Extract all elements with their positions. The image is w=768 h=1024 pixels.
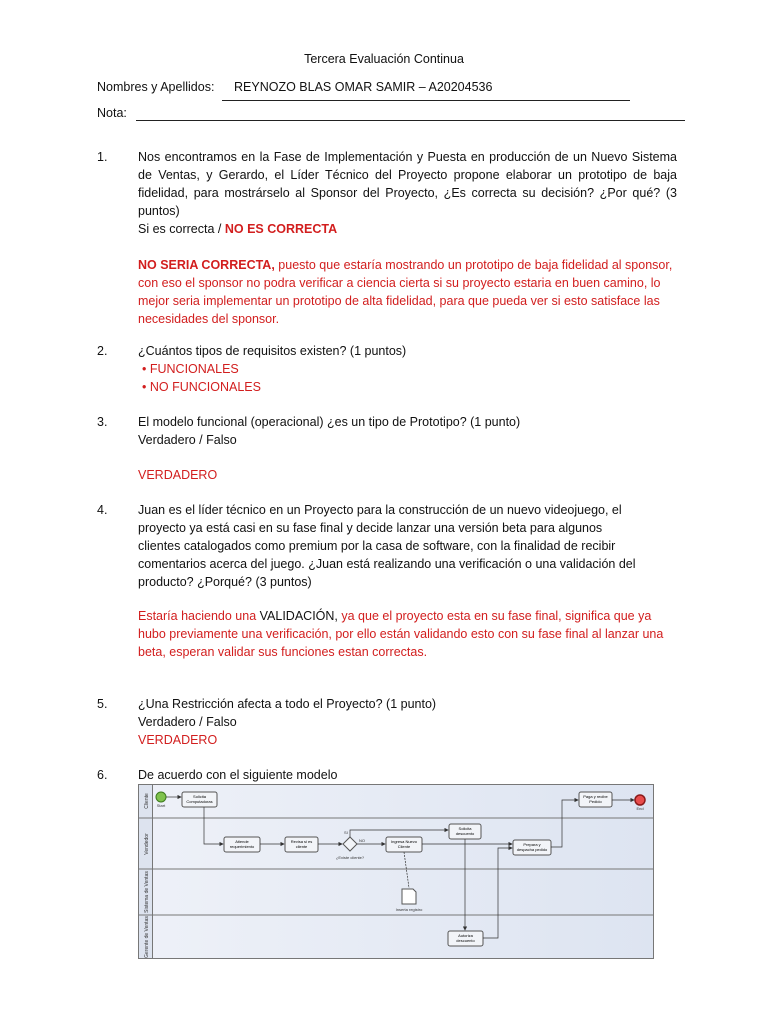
name-underline [222, 100, 630, 101]
question-number: 2. [97, 344, 108, 358]
svg-text:despacha pedido: despacha pedido [516, 847, 548, 852]
answer-text: VERDADERO [138, 733, 218, 747]
svg-text:descuento: descuento [455, 831, 475, 836]
list-item: • FUNCIONALES [142, 362, 239, 376]
svg-text:requerimiento: requerimiento [229, 844, 255, 849]
svg-text:Paga y recibe: Paga y recibe [583, 794, 608, 799]
answer-text: NO SERIA CORRECTA, puesto que estaría mostrando un prototipo de baja fidelidad al sponsor, con eso el sponsor no podra verificar a ciencia cierta si su proyecto estaria en buen camino, lo mejor seria implementar un prototipo de alta fidelidad, para que pueda ver si esto satisface las necesidades del sponsor. [138, 258, 673, 326]
answer-text: Estaría haciendo una VALIDACIÓN, ya que el proyecto esta en su fase final, significa que ya hubo previamente una verificación, por ello están validando esto con su fase final al lanzar una beta, esperan validar sus funciones estan correctas. [138, 609, 664, 659]
svg-text:Solicita: Solicita [193, 794, 206, 799]
bpmn-diagram [138, 784, 654, 959]
question-4 [97, 501, 677, 661]
question-text: De acuerdo con el siguiente modelo [138, 768, 338, 782]
question-text: ¿Cuántos tipos de requisitos existen? (1 puntos) [138, 344, 407, 358]
svg-text:Inserta registro: Inserta registro [395, 907, 423, 912]
svg-text:descuento: descuento [456, 938, 475, 943]
svg-text:Computadoras: Computadoras [186, 799, 213, 804]
svg-text:Solicita: Solicita [458, 826, 472, 831]
end-event [635, 795, 645, 805]
task-ingresa-nuevo-cliente [386, 837, 422, 852]
question-number: 5. [97, 697, 108, 711]
lane-label-gerente: Gerente de Ventas [144, 916, 150, 958]
start-label: Start [156, 803, 166, 808]
end-label: End [636, 806, 644, 811]
question-number: 3. [97, 415, 108, 429]
question-choice: Verdadero / Falso [138, 715, 237, 729]
task-paga-recibe-pedido [579, 792, 612, 807]
svg-text:Atiende: Atiende [235, 839, 249, 844]
task-solicita-computadoras [182, 792, 217, 807]
question-1 [97, 148, 677, 328]
question-2 [97, 342, 677, 396]
question-choice: Si es correcta / NO ES CORRECTA [138, 222, 338, 236]
svg-text:Autoriza: Autoriza [458, 933, 473, 938]
task-revisa-cliente [285, 837, 318, 852]
question-5 [97, 695, 677, 749]
svg-text:Pedido: Pedido [589, 799, 602, 804]
svg-text:cliente: cliente [295, 844, 308, 849]
task-atiende-requerimiento [224, 837, 260, 852]
answer-list [142, 360, 677, 396]
question-text: El modelo funcional (operacional) ¿es un tipo de Prototipo? (1 punto) [138, 415, 521, 429]
grade-label: Nota: [97, 106, 127, 120]
answer-text: VERDADERO [138, 468, 218, 482]
lane-label-sistema: Sistema de Ventas [144, 871, 150, 913]
svg-text:Prepara y: Prepara y [523, 842, 541, 847]
start-event [156, 792, 166, 802]
task-autoriza-descuento [448, 931, 483, 946]
task-solicita-descuento [449, 824, 481, 839]
list-item: • NO FUNCIONALES [142, 380, 261, 394]
svg-text:Revisa si es: Revisa si es [290, 839, 313, 844]
question-number: 1. [97, 150, 108, 164]
svg-text:Cliente: Cliente [397, 844, 411, 849]
question-3 [97, 413, 677, 484]
grade-underline [136, 120, 685, 121]
question-text: Nos encontramos en la Fase de Implementación y Puesta en producción de un Nuevo Sistema de Ventas, y Gerardo, el Líder Técnico del Proyecto propone elaborar un prototipo de baja fidelidad, para mostrárselo al Sponsor del Proyecto, ¿Es correcta su decisión? ¿Por qué? (3 puntos) [138, 150, 677, 218]
question-number: 4. [97, 503, 108, 517]
lane-label-cliente: Cliente [144, 793, 150, 809]
question-choice: Verdadero / Falso [138, 433, 237, 447]
lane-label-vendedor: Vendedor [144, 833, 150, 855]
task-prepara-despacha-pedido [513, 840, 551, 855]
yes-label: SI [344, 830, 348, 835]
question-text: ¿Una Restricción afecta a todo el Proyecto? (1 punto) [138, 697, 437, 711]
name-value: REYNOZO BLAS OMAR SAMIR – A20204536 [234, 80, 493, 94]
question-text: Juan es el líder técnico en un Proyecto para la construcción de un nuevo videojuego, el proyecto ya está casi en su fase final y decide lanzar una versión beta para algunos clientes catalogados como premium por la casa de software, con la finalidad de recibir comentarios acerca del juego. ¿Juan está realizando una verificación o una validación del producto? ¿Porqué? (3 puntos) [138, 503, 636, 589]
page-title: Tercera Evaluación Continua [304, 52, 464, 66]
pool [139, 785, 654, 959]
svg-text:Ingresa Nuevo: Ingresa Nuevo [390, 839, 418, 844]
no-label: NO [359, 838, 365, 843]
name-label: Nombres y Apellidos: [97, 80, 215, 94]
choice-answer: NO ES CORRECTA [224, 222, 338, 236]
question-number: 6. [97, 768, 108, 782]
answer-keyword: VALIDACIÓN, [259, 609, 338, 623]
process-diagram [138, 784, 654, 959]
question-6 [97, 766, 677, 784]
gateway-label: ¿Existe cliente? [335, 855, 365, 860]
